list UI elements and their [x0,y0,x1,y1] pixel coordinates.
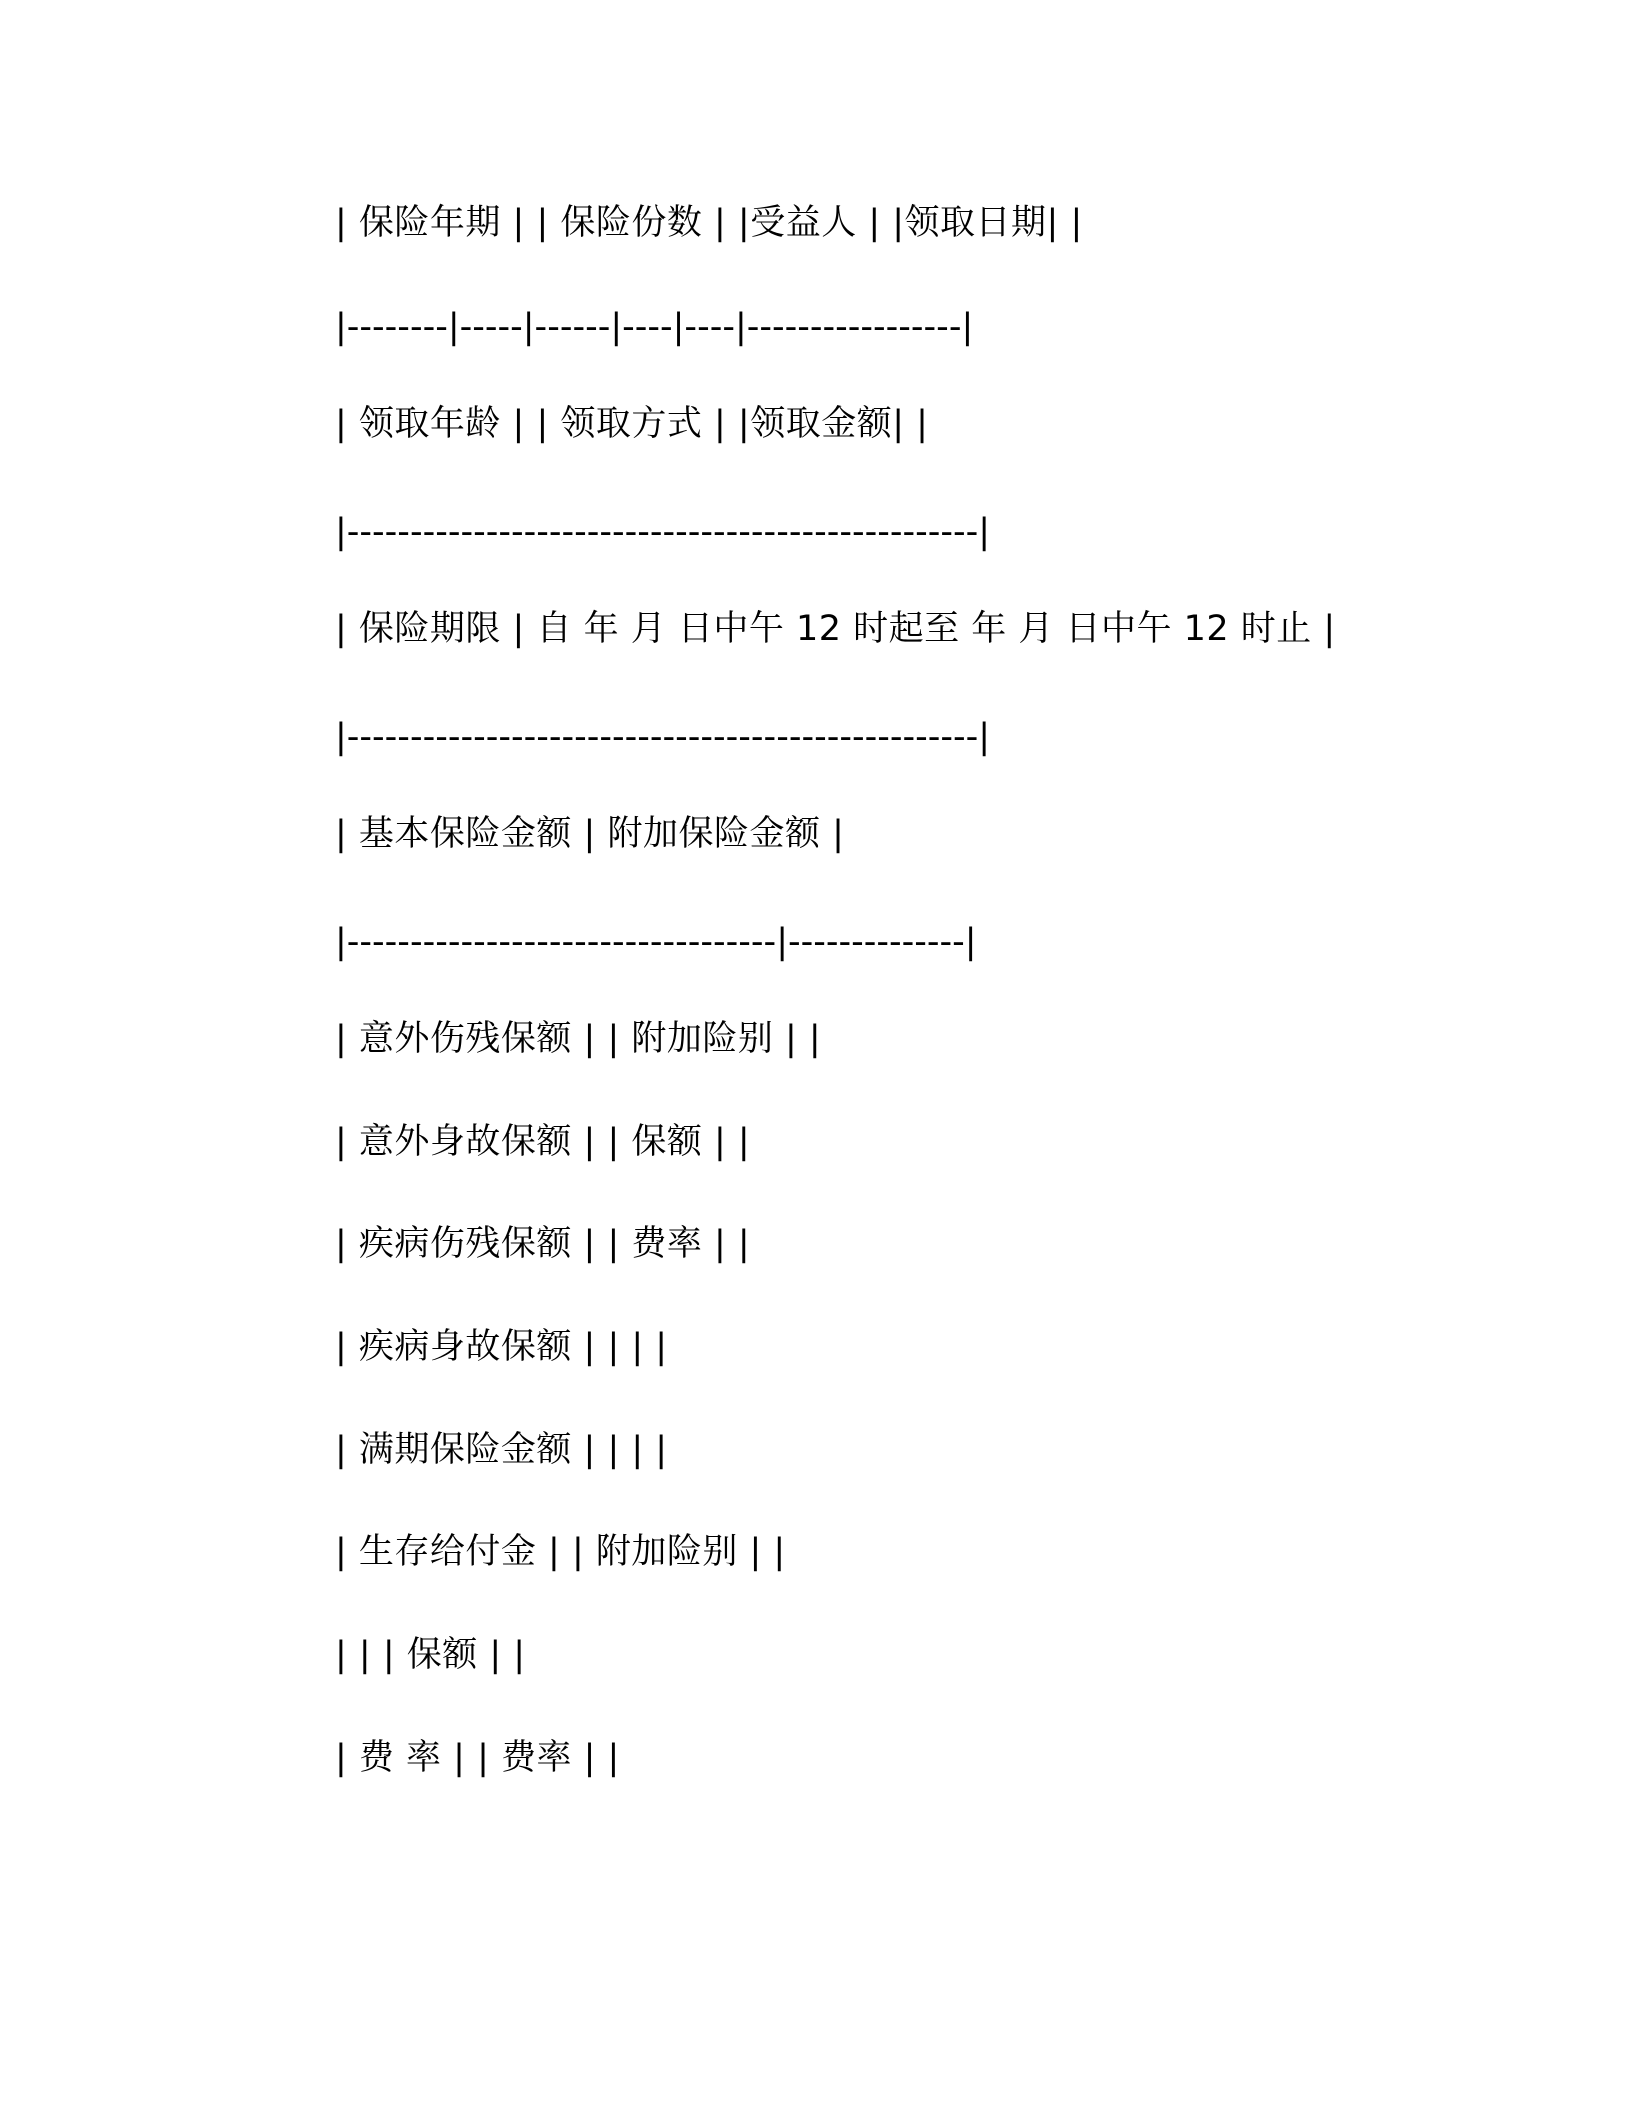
text-line-maturity-amount: | 满期保险金额 | | | | [335,1430,668,1470]
table-rule-line: |----------------------------------|--------------| [335,922,977,962]
text-line-basic-sum-insured: | 基本保险金额 | 附加保险金额 | [335,814,845,854]
text-line-accident-disability: | 意外伤残保额 | | 附加险别 | | [335,1019,822,1059]
table-rule-line: |--------|-----|------|----|----|-----------------| [335,307,974,347]
text-line-collection-age: | 领取年龄 | | 领取方式 | |领取金额| | [335,404,929,444]
table-rule-line: |--------------------------------------------------| [335,717,991,757]
text-line-illness-death: | 疾病身故保额 | | | | [335,1327,668,1367]
text-line-coverage-period: | 保险年期 | | 保险份数 | |受益人 | |领取日期| | [335,203,1083,243]
text-line-rider-amount: | | | 保额 | | [335,1635,526,1675]
text-line-premium-rate: | 费 率 | | 费率 | | [335,1738,620,1778]
text-line-survival-benefit: | 生存给付金 | | 附加险别 | | [335,1532,786,1572]
table-rule-line: |--------------------------------------------------| [335,512,991,552]
text-line-accident-death: | 意外身故保额 | | 保额 | | [335,1122,751,1162]
text-line-illness-disability: | 疾病伤残保额 | | 费率 | | [335,1224,751,1264]
text-line-insurance-term: | 保险期限 | 自 年 月 日中午 12 时起至 年 月 日中午 12 时止 | [335,609,1336,649]
